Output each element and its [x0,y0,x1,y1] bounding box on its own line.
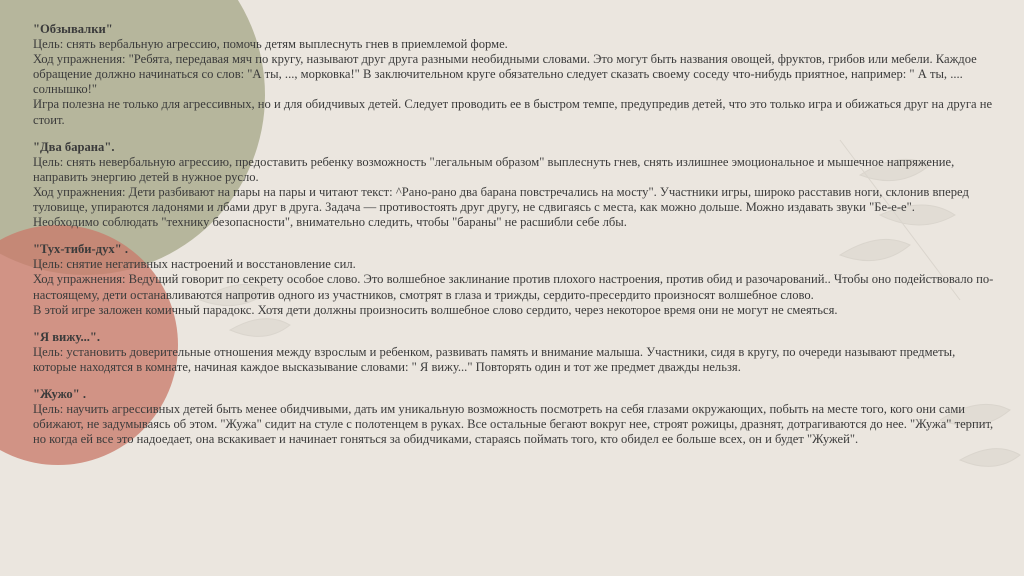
section-title: "Обзывалки" [33,22,113,36]
paragraph: Цель: снять вербальную агрессию, помочь детям выплеснуть гнев в приемлемой форме. [33,37,508,52]
paragraph: В этой игре заложен комичный парадокс. Хотя дети должны произносить волшебное слово сердито, через некоторое время они не могут не смеяться. [33,302,838,317]
paragraph: Цель: научить агрессивных детей быть менее обидчивыми, дать им уникальную возможность посмотреть на себя глазами окружающих, побыть на месте того, кого они сами обижают, не задумываясь об этом. "Жужа" сидит на стуле с полотенцем в руках. Все остальные бегают вокруг нее, строят рожицы, дразнят, дотрагиваются до нее. "Жужа" терпит, но когда ей все это надоедает, она вскакивает и начинает гоняться за обидчиками, стараясь поймать того, кто обидел ее больше всех, он и будет "Жужей". [33,402,994,447]
paragraph: Ход упражнения: Ведущий говорит по секрету особое слово. Это волшебное заклинание против плохого настроения, против обид и разочарований.. Чтобы оно подействовало по-настоящему, дети останавливаются напротив одного из участников, смотрят в глаза и трижды, сердито-пресердито произносят волшебное слово. [33,272,994,302]
paragraph: Ход упражнения: Дети разбивают на пары на пары и читают текст: ^Рано-рано два барана повстречались на мосту". Участники игры, широко расставив ноги, склонив вперед туловище, упираются ладонями и лбами друг в друга. Задача — противостоять друг другу, не сдвигаясь с места, как можно дольше. Можно издавать звуки "Бе-е-е". [33,184,969,215]
paragraph: Цель: снять невербальную агрессию, предоставить ребенку возможность "легальным образом" выплеснуть гнев, снять излишнее эмоциональное и мышечное напряжение, направить энергию детей в нужное русло. [33,154,955,184]
section-zhuzho [33,387,998,447]
paragraph: Ход упражнения: "Ребята, передавая мяч по кругу, называют друг друга разными необидными словами. Это могут быть названия овощей, фруктов, грибов или мебели. Каждое обращение должно начинаться со слов: "А ты, ..., морковка!" В заключительном круге обязательно следует сказать своему соседу что-нибудь приятное, например: " А ты, .... солнышко!" [33,52,977,97]
document-text [33,22,998,459]
section-ya-vizhu [33,330,998,375]
section-tukh-tibi-dukh [33,242,998,317]
paragraph: Игра полезна не только для агрессивных, но и для обидчивых детей. Следует проводить ее в быстром темпе, предупредив детей, что это только игра и обижаться друг на друга не стоит. [33,97,993,127]
paragraph: Необходимо соблюдать "технику безопасности", внимательно следить, чтобы "бараны" не расшибли себе лбы. [33,215,627,230]
section-title: "Два барана". [33,139,115,154]
section-obzyvalki [33,22,998,128]
section-title: "Я вижу...". [33,329,101,344]
paragraph: Цель: установить доверительные отношения между взрослым и ребенком, развивать память и внимание малыша. Участники, сидя в кругу, по очереди называют предметы, которые находятся в комнате, начиная каждое высказывание словами: " Я вижу..." Повторять один и тот же предмет дважды нельзя. [33,344,956,374]
paragraph: Цель: снятие негативных настроений и восстановление сил. [33,257,356,272]
section-title: "Тух-тиби-дух" . [33,242,128,257]
section-title: "Жужо" . [33,386,87,401]
section-dva-barana [33,140,998,231]
